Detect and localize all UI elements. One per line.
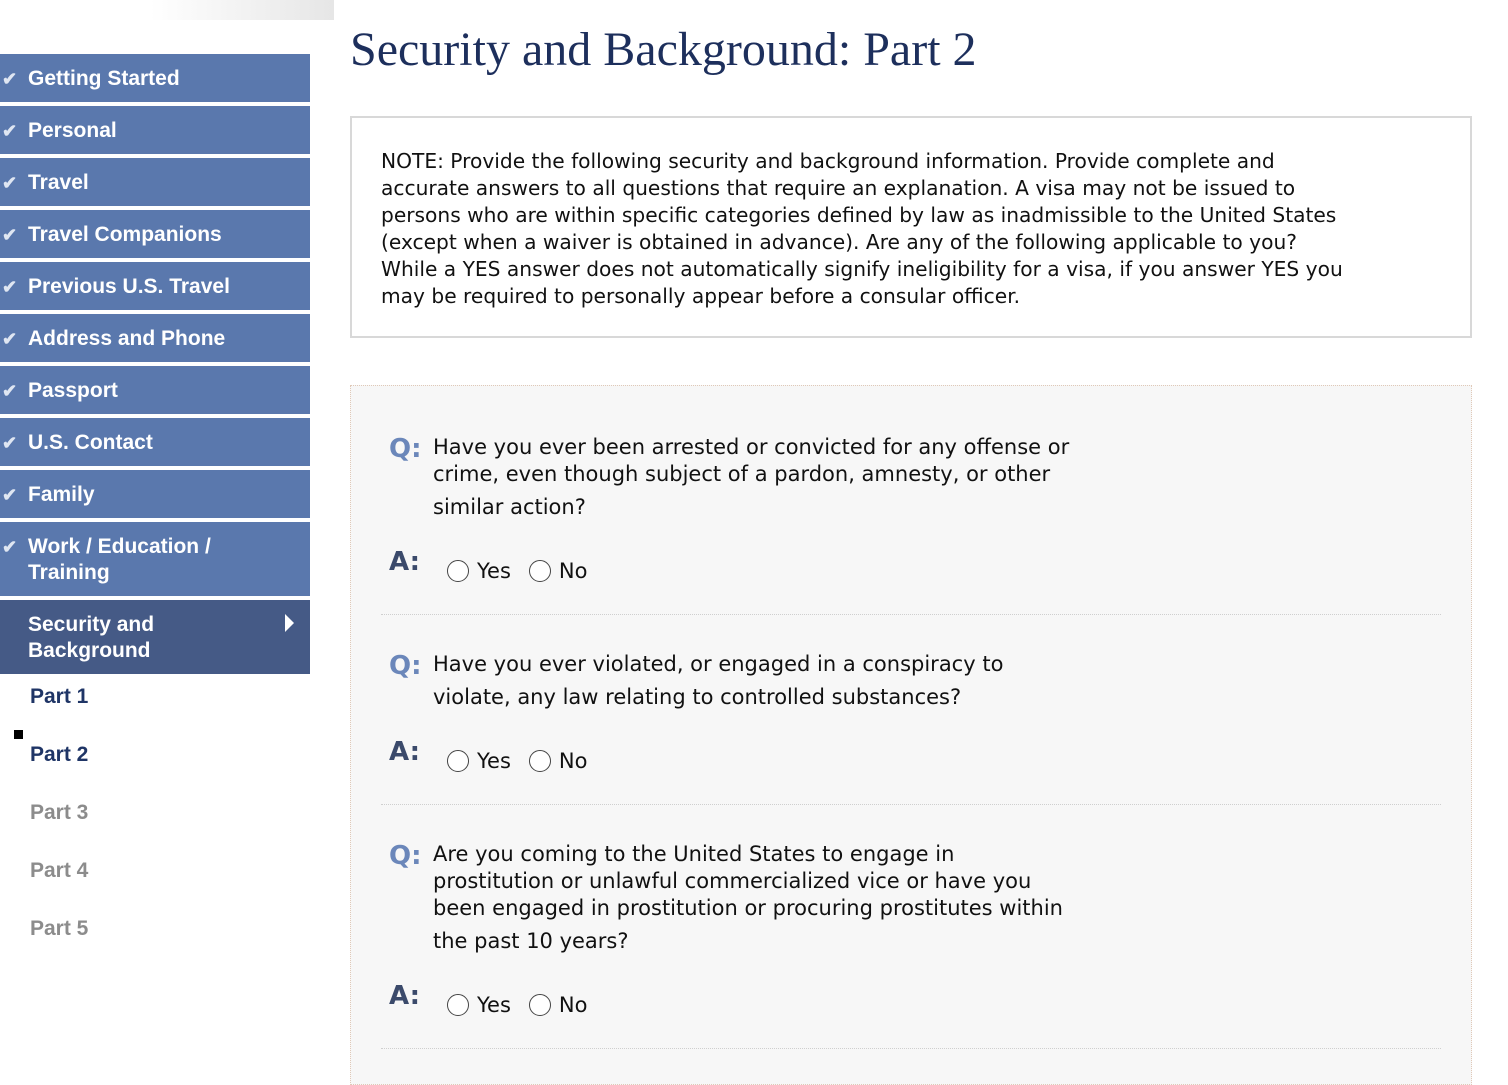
sidebar-item-passport[interactable] (0, 366, 310, 414)
sub-item-label: Part 2 (30, 743, 89, 766)
sub-item-part-4[interactable] (0, 858, 310, 916)
question-marker: Q: (389, 434, 422, 464)
sidebar-item-label: U.S. Contact (28, 431, 153, 454)
answer-options (447, 749, 605, 773)
answer-marker: A: (389, 737, 421, 767)
note-line: accurate answers to all questions that require an explanation. A visa may not be issued to (381, 176, 1296, 200)
sub-item-label: Part 5 (30, 917, 89, 940)
sub-item-label: Part 3 (30, 801, 89, 824)
sidebar-item-travel[interactable] (0, 158, 310, 206)
question-line: violate, any law relating to controlled substances? (433, 685, 962, 709)
sidebar-item-security-and-background[interactable] (0, 600, 310, 674)
question-line: the past 10 years? (433, 929, 629, 953)
sidebar-item-label: Passport (28, 379, 118, 402)
question-block (381, 434, 1441, 615)
sub-item-part-3[interactable] (0, 800, 310, 858)
radio-circle[interactable] (447, 750, 469, 772)
yes-label: Yes (477, 749, 511, 773)
check-icon: ✔ (2, 485, 18, 505)
note-box (350, 116, 1472, 338)
sidebar-item-label: Previous U.S. Travel (28, 275, 230, 298)
sub-item-part-5[interactable] (0, 916, 310, 974)
no-radio[interactable] (529, 559, 588, 583)
check-icon: ✔ (2, 433, 18, 453)
sidebar-item-label: Address and Phone (28, 327, 226, 350)
check-icon: ✔ (2, 329, 18, 349)
question-line: prostitution or unlawful commercialized vice or have you (433, 869, 1032, 893)
question-text (433, 841, 1113, 955)
page-title: Security and Background: Part 2 (350, 23, 977, 76)
sidebar-item-label: Security and Background (28, 613, 155, 662)
sidebar-item-travel-companions[interactable] (0, 210, 310, 258)
question-marker: Q: (389, 841, 422, 871)
check-icon: ✔ (2, 69, 18, 89)
radio-circle[interactable] (447, 560, 469, 582)
question-block (381, 651, 1441, 805)
question-line: Are you coming to the United States to engage in (433, 842, 955, 866)
radio-circle[interactable] (529, 560, 551, 582)
check-icon: ✔ (2, 277, 18, 297)
sidebar-item-getting-started[interactable] (0, 54, 310, 102)
question-line: Have you ever violated, or engaged in a conspiracy to (433, 652, 1004, 676)
answer-options (447, 559, 605, 583)
answer-marker: A: (389, 981, 421, 1011)
header-fade (0, 0, 334, 20)
sidebar-nav (0, 54, 310, 974)
sidebar-item-family[interactable] (0, 470, 310, 518)
sidebar-item-personal[interactable] (0, 106, 310, 154)
sub-item-label: Part 1 (30, 685, 89, 708)
sidebar-item-label: Travel (28, 171, 89, 194)
security-parts-nav (0, 684, 310, 974)
sidebar-item-previous-us-travel[interactable] (0, 262, 310, 310)
sidebar-item-label: Work / Education / Training (28, 535, 211, 584)
no-radio[interactable] (529, 749, 588, 773)
no-label: No (558, 749, 588, 773)
no-label: No (558, 559, 588, 583)
yes-label: Yes (477, 993, 511, 1017)
question-marker: Q: (389, 651, 422, 681)
question-line: similar action? (433, 495, 586, 519)
question-line: been engaged in prostitution or procuring prostitutes within (433, 896, 1063, 920)
radio-circle[interactable] (529, 750, 551, 772)
note-text (381, 148, 1442, 310)
sidebar-item-work-education-training[interactable] (0, 522, 310, 596)
sidebar-item-label: Travel Companions (28, 223, 222, 246)
yes-radio[interactable] (447, 749, 511, 773)
note-line: NOTE: Provide the following security and background information. Provide complete and (381, 149, 1275, 173)
questions-panel (350, 385, 1472, 1085)
check-icon: ✔ (2, 121, 18, 141)
question-line: Have you ever been arrested or convicted for any offense or (433, 435, 1070, 459)
check-icon: ✔ (2, 381, 18, 401)
sub-item-part-2[interactable] (0, 742, 310, 800)
sub-item-part-1[interactable] (0, 684, 310, 742)
note-line: While a YES answer does not automatically signify ineligibility for a visa, if you answer YES you (381, 257, 1343, 281)
sidebar-item-label: Personal (28, 119, 117, 142)
sidebar-item-us-contact[interactable] (0, 418, 310, 466)
sidebar-item-label: Family (28, 483, 95, 506)
check-icon: ✔ (2, 537, 18, 557)
question-block (381, 841, 1441, 1049)
yes-radio[interactable] (447, 993, 511, 1017)
yes-radio[interactable] (447, 559, 511, 583)
check-icon: ✔ (2, 225, 18, 245)
note-line: (except when a waiver is obtained in advance). Are any of the following applicable to you? (381, 230, 1297, 254)
question-line: crime, even though subject of a pardon, amnesty, or other (433, 462, 1051, 486)
no-label: No (558, 993, 588, 1017)
note-line: may be required to personally appear before a consular officer. (381, 284, 1021, 308)
radio-circle[interactable] (529, 994, 551, 1016)
answer-options (447, 993, 605, 1017)
question-text (433, 651, 1113, 711)
sub-item-label: Part 4 (30, 859, 89, 882)
question-text (433, 434, 1113, 521)
check-icon: ✔ (2, 173, 18, 193)
yes-label: Yes (477, 559, 511, 583)
chevron-right-icon (285, 614, 294, 632)
current-marker-icon (14, 730, 23, 739)
sidebar-item-address-and-phone[interactable] (0, 314, 310, 362)
radio-circle[interactable] (447, 994, 469, 1016)
no-radio[interactable] (529, 993, 588, 1017)
note-line: persons who are within specific categories defined by law as inadmissible to the United States (381, 203, 1337, 227)
sidebar-item-label: Getting Started (28, 67, 180, 90)
answer-marker: A: (389, 547, 421, 577)
